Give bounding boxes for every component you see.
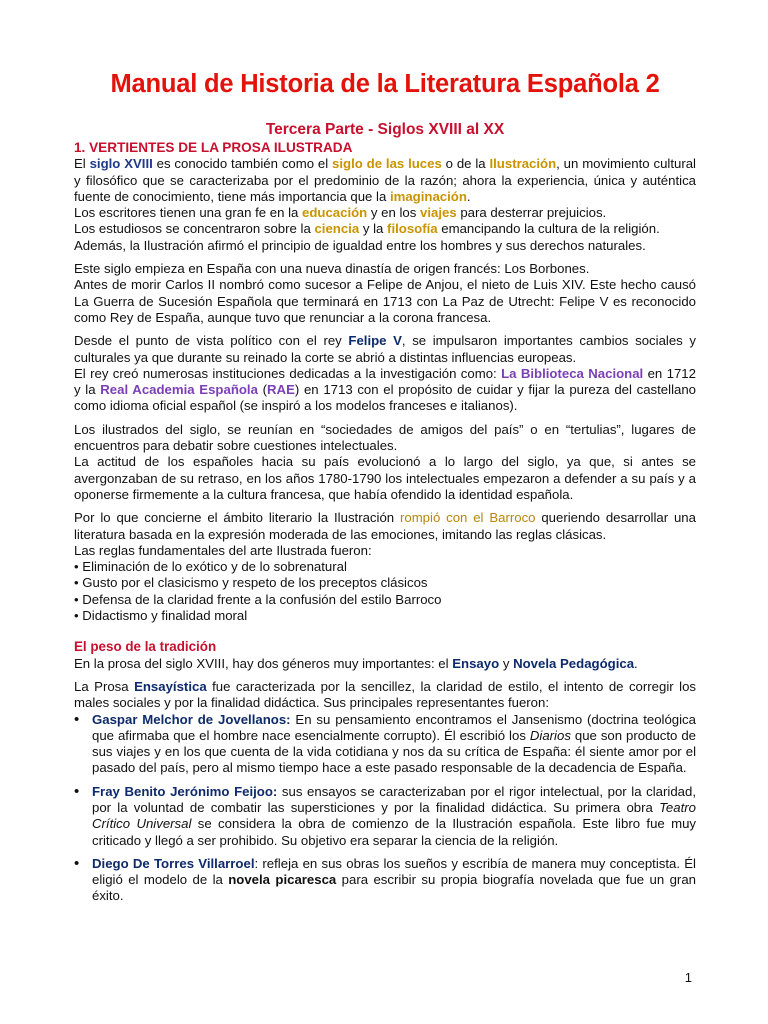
highlight-ilustracion: Ilustración bbox=[489, 156, 557, 172]
document-body bbox=[74, 140, 696, 912]
list-item-feijoo bbox=[74, 784, 696, 849]
document-title: Manual de Historia de la Literatura Española 2 bbox=[110, 70, 660, 98]
authors-list bbox=[74, 712, 696, 905]
text: o de la bbox=[441, 156, 490, 172]
highlight-educacion: educación bbox=[302, 205, 368, 221]
author-name: Diego De Torres Villarroel bbox=[92, 855, 255, 871]
paragraph-igualdad: Además, la Ilustración afirmó el principio de igualdad entre los hombres y sus derechos naturales. bbox=[74, 237, 646, 253]
highlight-imaginacion: imaginación bbox=[389, 188, 467, 204]
author-name: Fray Benito Jerónimo Feijoo: bbox=[92, 783, 278, 799]
list-item: • Eliminación de lo exótico y de lo sobrenatural bbox=[74, 559, 347, 575]
paragraph-borbones: Este siglo empieza en España con una nueva dinastía de origen francés: Los Borbones. bbox=[74, 261, 590, 277]
highlight-biblioteca-nacional: La Biblioteca Nacional bbox=[501, 365, 644, 381]
highlight-rompio-barroco: rompió con el Barroco bbox=[399, 510, 536, 526]
paragraph-guerra-sucesion: Antes de morir Carlos II nombró como sucesor a Felipe de Anjou, el nieto de Luis XIV. Este hecho causó La Guerra de Sucesión Española que terminará en 1713 con La Paz de Utrecht: Felipe V es reconocido como Rey de España, aunque tuvo que renunciar a la corona francesa. bbox=[74, 277, 696, 325]
text: que son producto de sus viajes y en los que cuenta de la vida cotidiana y nos da su crítica de España: él siente amor por el pasado del país, pero al mismo tiempo hace a este pasado responsable de la decadencia de España. bbox=[92, 727, 696, 776]
author-name: Gaspar Melchor de Jovellanos: bbox=[92, 711, 291, 727]
paragraph-ciencia bbox=[74, 221, 696, 237]
text: Los estudiosos se concentraron sobre la bbox=[74, 221, 315, 237]
highlight-filosofia: filosofía bbox=[387, 221, 438, 237]
highlight-siglo-xviii: siglo XVIII bbox=[89, 156, 153, 172]
paragraph-barroco bbox=[74, 510, 696, 543]
paragraph-felipe-v bbox=[74, 333, 696, 366]
highlight-novela-picaresca: novela picaresca bbox=[228, 872, 337, 888]
text: ) en 1713 con el propósito de cuidar y fijar la pureza del castellano como idioma oficial español (se inspiró a los modelos franceses e italianos). bbox=[74, 382, 697, 414]
highlight-novela-pedagogica: Novela Pedagógica bbox=[513, 655, 635, 671]
text: y en los bbox=[367, 205, 421, 221]
paragraph-tertulias: Los ilustrados del siglo, se reunían en “sociedades de amigos del país” o en “tertulias”, lugares de encuentros para debatir sobre cuestiones intelectuales. bbox=[74, 421, 696, 454]
list-item-jovellanos bbox=[74, 712, 696, 777]
section-heading-prosa-ilustrada: 1. VERTIENTES DE LA PROSA ILUSTRADA bbox=[74, 140, 353, 155]
text: ( bbox=[257, 382, 268, 398]
paragraph-prosa-ensayistica bbox=[74, 679, 696, 712]
bullet-icon: • bbox=[74, 710, 80, 728]
highlight-siglo-luces: siglo de las luces bbox=[332, 156, 442, 172]
bullet-icon: • bbox=[74, 782, 80, 800]
paragraph-actitud: La actitud de los españoles hacia su país evolucionó a lo largo del siglo, ya que, si antes se avergonzaban de su retraso, en los años 1780-1790 los intelectuales empezaron a defender a su país y a oponerse firmemente a la cultura francesa, que había ofendido la identidad española. bbox=[74, 454, 696, 502]
paragraph-siglo-xviii bbox=[74, 156, 696, 205]
text: El bbox=[74, 156, 90, 172]
text: en 1712 y la bbox=[74, 365, 696, 398]
rules-list bbox=[74, 559, 696, 624]
paragraph-educacion bbox=[74, 205, 696, 221]
list-item: • Gusto por el clasicismo y respeto de los preceptos clásicos bbox=[74, 575, 428, 591]
text: . bbox=[466, 188, 471, 204]
bullet-icon: • bbox=[74, 854, 80, 872]
text: y bbox=[499, 655, 514, 671]
highlight-real-academia: Real Academia Española bbox=[100, 382, 258, 398]
text: emancipando la cultura de la religión. bbox=[437, 221, 660, 237]
text: Desde el punto de vista político con el rey bbox=[74, 333, 349, 349]
list-item: • Didactismo y finalidad moral bbox=[74, 608, 248, 624]
paragraph-reglas: Las reglas fundamentales del arte Ilustrada fueron: bbox=[74, 542, 372, 558]
text: . bbox=[634, 655, 638, 671]
highlight-rae: RAE bbox=[267, 382, 295, 398]
text: : refleja en sus obras los sueños y escribía de manera muy conceptista. Él eligió el modelo de la bbox=[92, 855, 696, 888]
text: para desterrar prejuicios. bbox=[456, 205, 607, 221]
list-item: • Defensa de la claridad frente a la confusión del estilo Barroco bbox=[74, 591, 442, 607]
highlight-felipe-v: Felipe V bbox=[348, 333, 402, 349]
text: Por lo que concierne el ámbito literario la Ilustración bbox=[74, 510, 400, 526]
text: El rey creó numerosas instituciones dedicadas a la investigación como: bbox=[74, 365, 502, 381]
document-subtitle: Tercera Parte - Siglos XVIII al XX bbox=[265, 121, 505, 138]
text: En su pensamiento encontramos el Jansenismo (doctrina teológica que afirmaba que el hombre nace esencialmente corrupto). Él escribió los bbox=[92, 711, 696, 743]
text: En la prosa del siglo XVIII, hay dos géneros muy importantes: el bbox=[74, 655, 453, 671]
page-number: 1 bbox=[684, 970, 692, 985]
paragraph-generos bbox=[74, 656, 696, 672]
text: , se impulsaron importantes cambios sociales y culturales ya que durante su reinado la corte se abrió a distintas influencias europeas. bbox=[74, 333, 696, 365]
text: sus ensayos se caracterizaban por el rigor intelectual, por la claridad, por la voluntad de combatir las supersticiones y por la finalidad didáctica. Su primera obra bbox=[92, 783, 696, 815]
list-item-torres-villarroel bbox=[74, 856, 696, 905]
text: para escribir su propia biografía novelada que fue un gran éxito. bbox=[92, 872, 696, 904]
highlight-ciencia: ciencia bbox=[314, 221, 360, 237]
highlight-ensayo: Ensayo bbox=[452, 655, 500, 671]
text: , un movimiento cultural y filosófico que se caracterizaba por el predominio de la razón; ahora la experiencia, única y auténtica fuente de conocimiento, tiene más importancia que la bbox=[74, 156, 696, 204]
text: queriendo desarrollar una literatura basada en la expresión moderada de las emociones, imitando las reglas clásicas. bbox=[74, 510, 696, 542]
section-heading-peso-tradicion: El peso de la tradición bbox=[74, 639, 217, 655]
work-title: Teatro Crítico Universal bbox=[92, 799, 696, 832]
text: La Prosa bbox=[74, 678, 135, 694]
highlight-viajes: viajes bbox=[420, 205, 457, 221]
text: fue caracterizada por la sencillez, la claridad de estilo, el intento de corregir los males sociales y por la finalidad didáctica. Sus principales representantes fueron: bbox=[74, 678, 696, 711]
paragraph-instituciones bbox=[74, 366, 696, 415]
work-title: Diarios bbox=[529, 727, 571, 743]
text: es conocido también como el bbox=[152, 156, 333, 172]
text: Los escritores tienen una gran fe en la bbox=[74, 205, 302, 221]
text: y la bbox=[359, 221, 388, 237]
highlight-ensayistica: Ensayística bbox=[134, 678, 207, 694]
text: se considera la obra de comienzo de la Ilustración española. Este libro fue muy criticado y llegó a ser prohibido. Su objetivo era separar la ciencia de la religión. bbox=[92, 816, 696, 848]
